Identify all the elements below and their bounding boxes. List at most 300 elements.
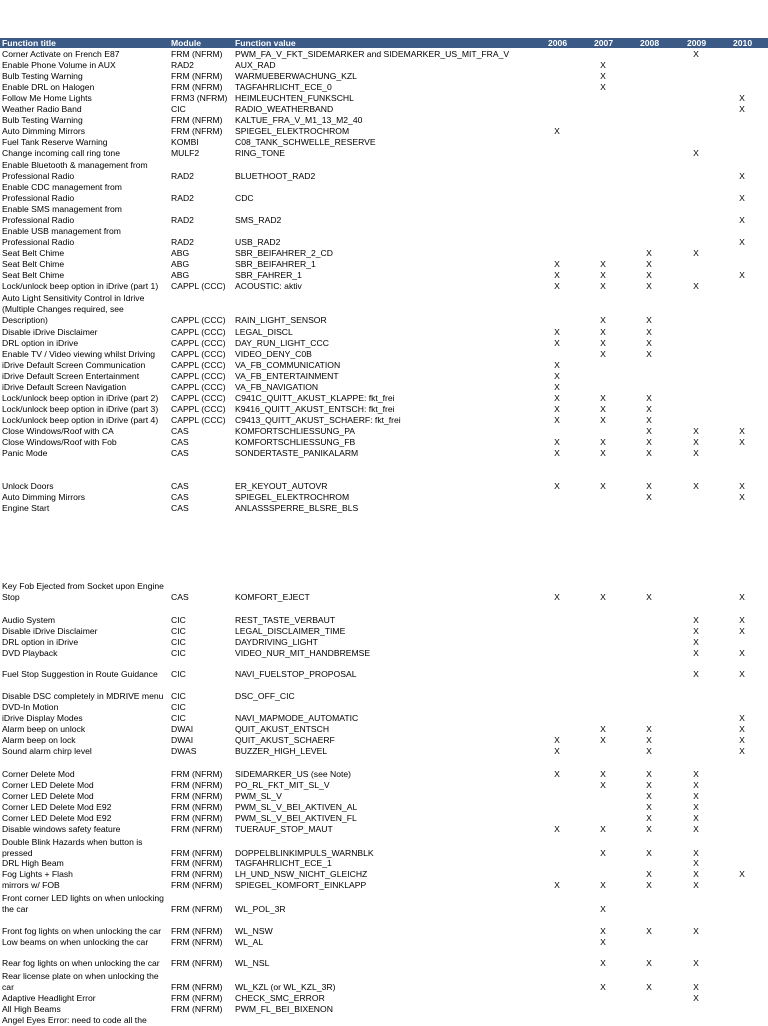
function-value-cell: LEGAL_DISCLAIMER_TIME	[235, 626, 346, 636]
function-value-cell: SIDEMARKER_US (see Note)	[235, 769, 352, 779]
module-cell: FRM (NFRM)	[171, 926, 223, 936]
year-2009-mark: X	[693, 448, 699, 458]
table-row	[0, 869, 768, 880]
function-title-cell: Disable windows safety feature	[2, 824, 121, 834]
module-cell: CAPPL (CCC)	[171, 349, 226, 359]
function-title-cell: Fog Lights + Flash	[2, 869, 73, 879]
table-row	[0, 691, 768, 702]
year-2008-mark: X	[646, 869, 652, 879]
year-2009-mark: X	[693, 281, 699, 291]
header-row	[0, 38, 768, 48]
year-2006-mark: X	[554, 281, 560, 291]
year-2008-mark: X	[646, 982, 652, 992]
year-2006-mark: X	[554, 371, 560, 381]
table-row	[0, 769, 768, 780]
function-title-cell: Corner LED Delete Mod E92	[2, 802, 112, 812]
year-2008-mark: X	[646, 492, 652, 502]
year-2008-mark: X	[646, 880, 652, 890]
function-title-cell: Seat Belt Chime	[2, 248, 65, 258]
year-2007-mark: X	[600, 481, 606, 491]
table-row	[0, 360, 768, 371]
module-cell: FRM (NFRM)	[171, 904, 223, 914]
function-value-cell: USB_RAD2	[235, 237, 281, 247]
year-2009-mark: X	[693, 993, 699, 1003]
function-value-cell: SPIEGEL_ELEKTROCHROM	[235, 126, 350, 136]
year-2010-mark: X	[739, 592, 745, 602]
year-2007-mark: X	[600, 393, 606, 403]
function-value-cell: BUZZER_HIGH_LEVEL	[235, 746, 328, 756]
module-cell: FRM (NFRM)	[171, 993, 223, 1003]
module-cell: CAPPL (CCC)	[171, 393, 226, 403]
year-2010-mark: X	[739, 713, 745, 723]
table-row	[0, 204, 768, 226]
module-cell: FRM (NFRM)	[171, 769, 223, 779]
year-2007-mark: X	[600, 848, 606, 858]
year-2007-mark: X	[600, 592, 606, 602]
year-2008-mark: X	[646, 448, 652, 458]
year-2008-mark: X	[646, 259, 652, 269]
year-2007-mark: X	[600, 415, 606, 425]
module-cell: RAD2	[171, 215, 194, 225]
year-2009-mark: X	[693, 637, 699, 647]
function-value-cell: VIDEO_DENY_C0B	[235, 349, 312, 359]
function-title-cell: Lock/unlock beep option in iDrive (part 3)	[2, 404, 159, 414]
function-value-cell: ACOUSTIC: aktiv	[235, 281, 302, 291]
module-cell: CAS	[171, 592, 189, 602]
header-function-title: Function title	[2, 38, 56, 48]
year-2006-mark: X	[554, 393, 560, 403]
function-value-cell: WL_POL_3R	[235, 904, 286, 914]
function-title-cell: Engine Start	[2, 503, 50, 513]
module-cell: CIC	[171, 669, 186, 679]
year-2010-mark: X	[739, 626, 745, 636]
module-cell: FRM (NFRM)	[171, 71, 223, 81]
module-cell: CAPPL (CCC)	[171, 327, 226, 337]
module-cell: CIC	[171, 104, 186, 114]
year-2008-mark: X	[646, 824, 652, 834]
function-value-cell: DAY_RUN_LIGHT_CCC	[235, 338, 329, 348]
function-value-cell: SBR_BEIFAHRER_1	[235, 259, 316, 269]
header-year-2009: 2009	[687, 38, 707, 48]
table-row	[0, 724, 768, 735]
function-value-cell: SPIEGEL_ELEKTROCHROM	[235, 492, 350, 502]
function-value-cell: WL_NSL	[235, 958, 270, 968]
module-cell: FRM (NFRM)	[171, 115, 223, 125]
table-row	[0, 281, 768, 292]
table-row	[0, 148, 768, 159]
module-cell: CAS	[171, 481, 189, 491]
module-cell: RAD2	[171, 237, 194, 247]
table-row	[0, 713, 768, 724]
function-value-cell: VIDEO_NUR_MIT_HANDBREMSE	[235, 648, 371, 658]
function-value-cell: SONDERTASTE_PANIKALARM	[235, 448, 359, 458]
year-2006-mark: X	[554, 382, 560, 392]
function-title-cell: Disable DSC completely in MDRIVE menu	[2, 691, 164, 701]
module-cell: FRM (NFRM)	[171, 780, 223, 790]
function-value-cell: KALTUE_FRA_V_M1_13_M2_40	[235, 115, 363, 125]
function-title-cell: Rear license plate on when unlocking the car	[2, 971, 159, 992]
table-row	[0, 349, 768, 360]
table-row	[0, 626, 768, 637]
function-value-cell: NAVI_FUELSTOP_PROPOSAL	[235, 669, 357, 679]
table-row	[0, 160, 768, 182]
table-row	[0, 615, 768, 626]
function-value-cell: PWM_FL_BEI_BIXENON	[235, 1004, 333, 1014]
year-2008-mark: X	[646, 415, 652, 425]
year-2010-mark: X	[739, 437, 745, 447]
function-title-cell: Enable USB management from Professional Radio	[2, 226, 121, 247]
year-2009-mark: X	[693, 926, 699, 936]
year-2010-mark: X	[739, 426, 745, 436]
function-value-cell: C941C_QUITT_AKUST_KLAPPE: fkt_frei	[235, 393, 395, 403]
year-2008-mark: X	[646, 735, 652, 745]
year-2010-mark: X	[739, 669, 745, 679]
module-cell: CIC	[171, 648, 186, 658]
year-2008-mark: X	[646, 281, 652, 291]
function-title-cell: Double Blink Hazards when button is pressed	[2, 837, 143, 858]
function-title-cell: Bulb Testing Warning	[2, 71, 83, 81]
year-2010-mark: X	[739, 270, 745, 280]
year-2008-mark: X	[646, 349, 652, 359]
function-title-cell: Low beams on when unlocking the car	[2, 937, 149, 947]
function-title-cell: mirrors w/ FOB	[2, 880, 60, 890]
function-value-cell: TAGFAHRLICHT_ECE_1	[235, 858, 332, 868]
year-2010-mark: X	[739, 481, 745, 491]
table-row	[0, 492, 768, 503]
year-2006-mark: X	[554, 592, 560, 602]
year-2010-mark: X	[739, 724, 745, 734]
function-value-cell: HEIMLEUCHTEN_FUNKSCHL	[235, 93, 354, 103]
year-2007-mark: X	[600, 404, 606, 414]
function-value-cell: KOMFORT_EJECT	[235, 592, 310, 602]
module-cell: FRM (NFRM)	[171, 937, 223, 947]
module-cell: FRM (NFRM)	[171, 869, 223, 879]
function-value-cell: VA_FB_COMMUNICATION	[235, 360, 341, 370]
module-cell: FRM (NFRM)	[171, 858, 223, 868]
function-title-cell: Close Windows/Roof with Fob	[2, 437, 117, 447]
function-value-cell: C9413_QUITT_AKUST_SCHAERF: fkt_frei	[235, 415, 401, 425]
table-row	[0, 182, 768, 204]
table-row	[0, 371, 768, 382]
module-cell: CAPPL (CCC)	[171, 371, 226, 381]
year-2007-mark: X	[600, 437, 606, 447]
module-cell: CAPPL (CCC)	[171, 338, 226, 348]
year-2006-mark: X	[554, 769, 560, 779]
year-2008-mark: X	[646, 327, 652, 337]
module-cell: CAPPL (CCC)	[171, 382, 226, 392]
table-row	[0, 270, 768, 281]
function-value-cell: DAYDRIVING_LIGHT	[235, 637, 318, 647]
module-cell: CIC	[171, 626, 186, 636]
function-value-cell: DSC_OFF_CIC	[235, 691, 295, 701]
year-2007-mark: X	[600, 82, 606, 92]
year-2009-mark: X	[693, 824, 699, 834]
module-cell: CAS	[171, 503, 189, 513]
year-2008-mark: X	[646, 958, 652, 968]
function-title-cell: DRL High Beam	[2, 858, 64, 868]
year-2009-mark: X	[693, 626, 699, 636]
year-2010-mark: X	[739, 93, 745, 103]
function-value-cell: LH_UND_NSW_NICHT_GLEICHZ	[235, 869, 368, 879]
year-2007-mark: X	[600, 259, 606, 269]
module-cell: ABG	[171, 259, 190, 269]
function-title-cell: Enable SMS management from Professional Radio	[2, 204, 122, 225]
header-module: Module	[171, 38, 202, 48]
module-cell: DWAI	[171, 735, 194, 745]
function-title-cell: DRL option in iDrive	[2, 338, 79, 348]
module-cell: CIC	[171, 615, 186, 625]
year-2006-mark: X	[554, 746, 560, 756]
year-2006-mark: X	[554, 360, 560, 370]
function-value-cell: PWM_SL_V	[235, 791, 282, 801]
year-2007-mark: X	[600, 926, 606, 936]
year-2009-mark: X	[693, 615, 699, 625]
function-title-cell: Front fog lights on when unlocking the car	[2, 926, 162, 936]
table-row	[0, 926, 768, 937]
year-2007-mark: X	[600, 937, 606, 947]
function-title-cell: Front corner LED lights on when unlocking the car	[2, 893, 164, 914]
module-cell: FRM (NFRM)	[171, 82, 223, 92]
table-row	[0, 226, 768, 248]
module-cell: FRM (NFRM)	[171, 802, 223, 812]
year-2008-mark: X	[646, 248, 652, 258]
module-cell: KOMBI	[171, 137, 199, 147]
year-2007-mark: X	[600, 982, 606, 992]
year-2007-mark: X	[600, 958, 606, 968]
year-2009-mark: X	[693, 669, 699, 679]
year-2009-mark: X	[693, 769, 699, 779]
table-row	[0, 858, 768, 869]
module-cell: ABG	[171, 270, 190, 280]
module-cell: CIC	[171, 713, 186, 723]
year-2009-mark: X	[693, 780, 699, 790]
year-2008-mark: X	[646, 769, 652, 779]
year-2009-mark: X	[693, 437, 699, 447]
function-title-cell: Adaptive Headlight Error	[2, 993, 96, 1003]
year-2009-mark: X	[693, 481, 699, 491]
table-row	[0, 481, 768, 492]
header-year-2007: 2007	[594, 38, 614, 48]
year-2006-mark: X	[554, 481, 560, 491]
function-value-cell: SBR_BEIFAHRER_2_CD	[235, 248, 333, 258]
year-2010-mark: X	[739, 104, 745, 114]
table-row	[0, 93, 768, 104]
function-title-cell: Lock/unlock beep option in iDrive (part 1)	[2, 281, 159, 291]
function-value-cell: WL_NSW	[235, 926, 273, 936]
year-2009-mark: X	[693, 791, 699, 801]
table-row	[0, 824, 768, 835]
module-cell: FRM (NFRM)	[171, 1004, 223, 1014]
year-2007-mark: X	[600, 71, 606, 81]
function-title-cell: Seat Belt Chime	[2, 270, 65, 280]
function-value-cell: DOPPELBLINKIMPULS_WARNBLK	[235, 848, 374, 858]
module-cell: CAS	[171, 437, 189, 447]
year-2006-mark: X	[554, 327, 560, 337]
module-cell: CAPPL (CCC)	[171, 281, 226, 291]
table-row	[0, 104, 768, 115]
function-title-cell: Auto Dimming Mirrors	[2, 492, 86, 502]
year-2009-mark: X	[693, 858, 699, 868]
table-row	[0, 937, 768, 948]
module-cell: FRM (NFRM)	[171, 958, 223, 968]
module-cell: CIC	[171, 702, 186, 712]
function-title-cell: DVD-In Motion	[2, 702, 59, 712]
function-title-cell: Fuel Stop Suggestion in Route Guidance	[2, 669, 158, 679]
function-value-cell: LEGAL_DISCL	[235, 327, 293, 337]
table-row	[0, 248, 768, 259]
function-title-cell: Alarm beep on lock	[2, 735, 76, 745]
year-2010-mark: X	[739, 746, 745, 756]
table-row	[0, 971, 768, 993]
function-title-cell: iDrive Default Screen Entertainment	[2, 371, 140, 381]
year-2008-mark: X	[646, 791, 652, 801]
function-value-cell: TAGFAHRLICHT_ECE_0	[235, 82, 332, 92]
function-value-cell: K9416_QUITT_AKUST_ENTSCH: fkt_frei	[235, 404, 395, 414]
year-2009-mark: X	[693, 869, 699, 879]
function-title-cell: Angel Eyes Error: need to code all the	[2, 1015, 147, 1025]
table-row	[0, 1015, 768, 1026]
year-2006-mark: X	[554, 415, 560, 425]
year-2009-mark: X	[693, 982, 699, 992]
year-2008-mark: X	[646, 270, 652, 280]
function-title-cell: Seat Belt Chime	[2, 259, 65, 269]
year-2010-mark: X	[739, 215, 745, 225]
function-title-cell: iDrive Default Screen Communication	[2, 360, 146, 370]
function-value-cell: WARMUEBERWACHUNG_KZL	[235, 71, 357, 81]
year-2007-mark: X	[600, 338, 606, 348]
function-value-cell: PWM_SL_V_BEI_AKTIVEN_AL	[235, 802, 358, 812]
table-row	[0, 780, 768, 791]
table-row	[0, 393, 768, 404]
year-2007-mark: X	[600, 824, 606, 834]
function-value-cell: SMS_RAD2	[235, 215, 282, 225]
table-row	[0, 382, 768, 393]
year-2007-mark: X	[600, 281, 606, 291]
year-2009-mark: X	[693, 848, 699, 858]
function-title-cell: Bulb Testing Warning	[2, 115, 83, 125]
function-title-cell: Alarm beep on unlock	[2, 724, 86, 734]
function-value-cell: PWM_SL_V_BEI_AKTIVEN_FL	[235, 813, 357, 823]
function-value-cell: PO_RL_FKT_MIT_SL_V	[235, 780, 330, 790]
function-title-cell: DRL option in iDrive	[2, 637, 79, 647]
year-2010-mark: X	[739, 869, 745, 879]
year-2008-mark: X	[646, 746, 652, 756]
module-cell: CIC	[171, 637, 186, 647]
function-value-cell: AUX_RAD	[235, 60, 276, 70]
function-title-cell: Change incoming call ring tone	[2, 148, 120, 158]
table-row	[0, 437, 768, 448]
year-2008-mark: X	[646, 393, 652, 403]
module-cell: CAS	[171, 492, 189, 502]
table-row	[0, 82, 768, 93]
module-cell: DWAS	[171, 746, 197, 756]
year-2008-mark: X	[646, 780, 652, 790]
function-value-cell: ANLASSSPERRE_BLSRE_BLS	[235, 503, 359, 513]
year-2008-mark: X	[646, 404, 652, 414]
function-value-cell: QUIT_AKUST_SCHAERF	[235, 735, 335, 745]
module-cell: CAS	[171, 426, 189, 436]
year-2010-mark: X	[739, 648, 745, 658]
module-cell: FRM (NFRM)	[171, 880, 223, 890]
year-2010-mark: X	[739, 237, 745, 247]
table-row	[0, 893, 768, 915]
year-2008-mark: X	[646, 315, 652, 325]
year-2009-mark: X	[693, 248, 699, 258]
year-2009-mark: X	[693, 49, 699, 59]
table-row	[0, 404, 768, 415]
year-2008-mark: X	[646, 926, 652, 936]
function-value-cell: WL_KZL (or WL_KZL_3R)	[235, 982, 336, 992]
function-title-cell: Enable Phone Volume in AUX	[2, 60, 116, 70]
table-row	[0, 669, 768, 680]
module-cell: ABG	[171, 248, 190, 258]
table-row	[0, 137, 768, 148]
function-title-cell: Corner LED Delete Mod E92	[2, 813, 112, 823]
function-value-cell: QUIT_AKUST_ENTSCH	[235, 724, 330, 734]
function-title-cell: Disable iDrive Disclaimer	[2, 327, 98, 337]
header-year-2006: 2006	[548, 38, 568, 48]
year-2006-mark: X	[554, 404, 560, 414]
function-value-cell: RING_TONE	[235, 148, 285, 158]
year-2009-mark: X	[693, 958, 699, 968]
year-2007-mark: X	[600, 724, 606, 734]
function-title-cell: DVD Playback	[2, 648, 58, 658]
year-2008-mark: X	[646, 848, 652, 858]
function-value-cell: SBR_FAHRER_1	[235, 270, 302, 280]
module-cell: FRM (NFRM)	[171, 126, 223, 136]
function-title-cell: Corner LED Delete Mod	[2, 791, 94, 801]
function-title-cell: iDrive Default Screen Navigation	[2, 382, 127, 392]
year-2007-mark: X	[600, 769, 606, 779]
function-title-cell: Fuel Tank Reserve Warning	[2, 137, 108, 147]
table-row	[0, 293, 768, 326]
function-value-cell: RAIN_LIGHT_SENSOR	[235, 315, 327, 325]
function-value-cell: TUERAUF_STOP_MAUT	[235, 824, 333, 834]
table-row	[0, 581, 768, 603]
table-row	[0, 71, 768, 82]
function-title-cell: Unlock Doors	[2, 481, 54, 491]
function-title-cell: Auto Dimming Mirrors	[2, 126, 86, 136]
module-cell: FRM (NFRM)	[171, 791, 223, 801]
function-title-cell: Close Windows/Roof with CA	[2, 426, 114, 436]
module-cell: CIC	[171, 691, 186, 701]
module-cell: FRM (NFRM)	[171, 824, 223, 834]
table-row	[0, 338, 768, 349]
year-2006-mark: X	[554, 270, 560, 280]
function-title-cell: Corner Activate on French E87	[2, 49, 120, 59]
function-title-cell: Lock/unlock beep option in iDrive (part 2)	[2, 393, 159, 403]
table-row	[0, 448, 768, 459]
table-row	[0, 426, 768, 437]
module-cell: CAPPL (CCC)	[171, 315, 226, 325]
module-cell: DWAI	[171, 724, 194, 734]
year-2009-mark: X	[693, 148, 699, 158]
header-function-value: Function value	[235, 38, 296, 48]
function-value-cell: REST_TASTE_VERBAUT	[235, 615, 336, 625]
year-2008-mark: X	[646, 592, 652, 602]
function-title-cell: Follow Me Home Lights	[2, 93, 92, 103]
module-cell: RAD2	[171, 193, 194, 203]
year-2008-mark: X	[646, 437, 652, 447]
year-2007-mark: X	[600, 780, 606, 790]
year-2007-mark: X	[600, 60, 606, 70]
module-cell: RAD2	[171, 171, 194, 181]
year-2006-mark: X	[554, 437, 560, 447]
year-2010-mark: X	[739, 193, 745, 203]
table-row	[0, 259, 768, 270]
function-title-cell: Enable CDC management from Professional Radio	[2, 182, 122, 203]
year-2007-mark: X	[600, 349, 606, 359]
